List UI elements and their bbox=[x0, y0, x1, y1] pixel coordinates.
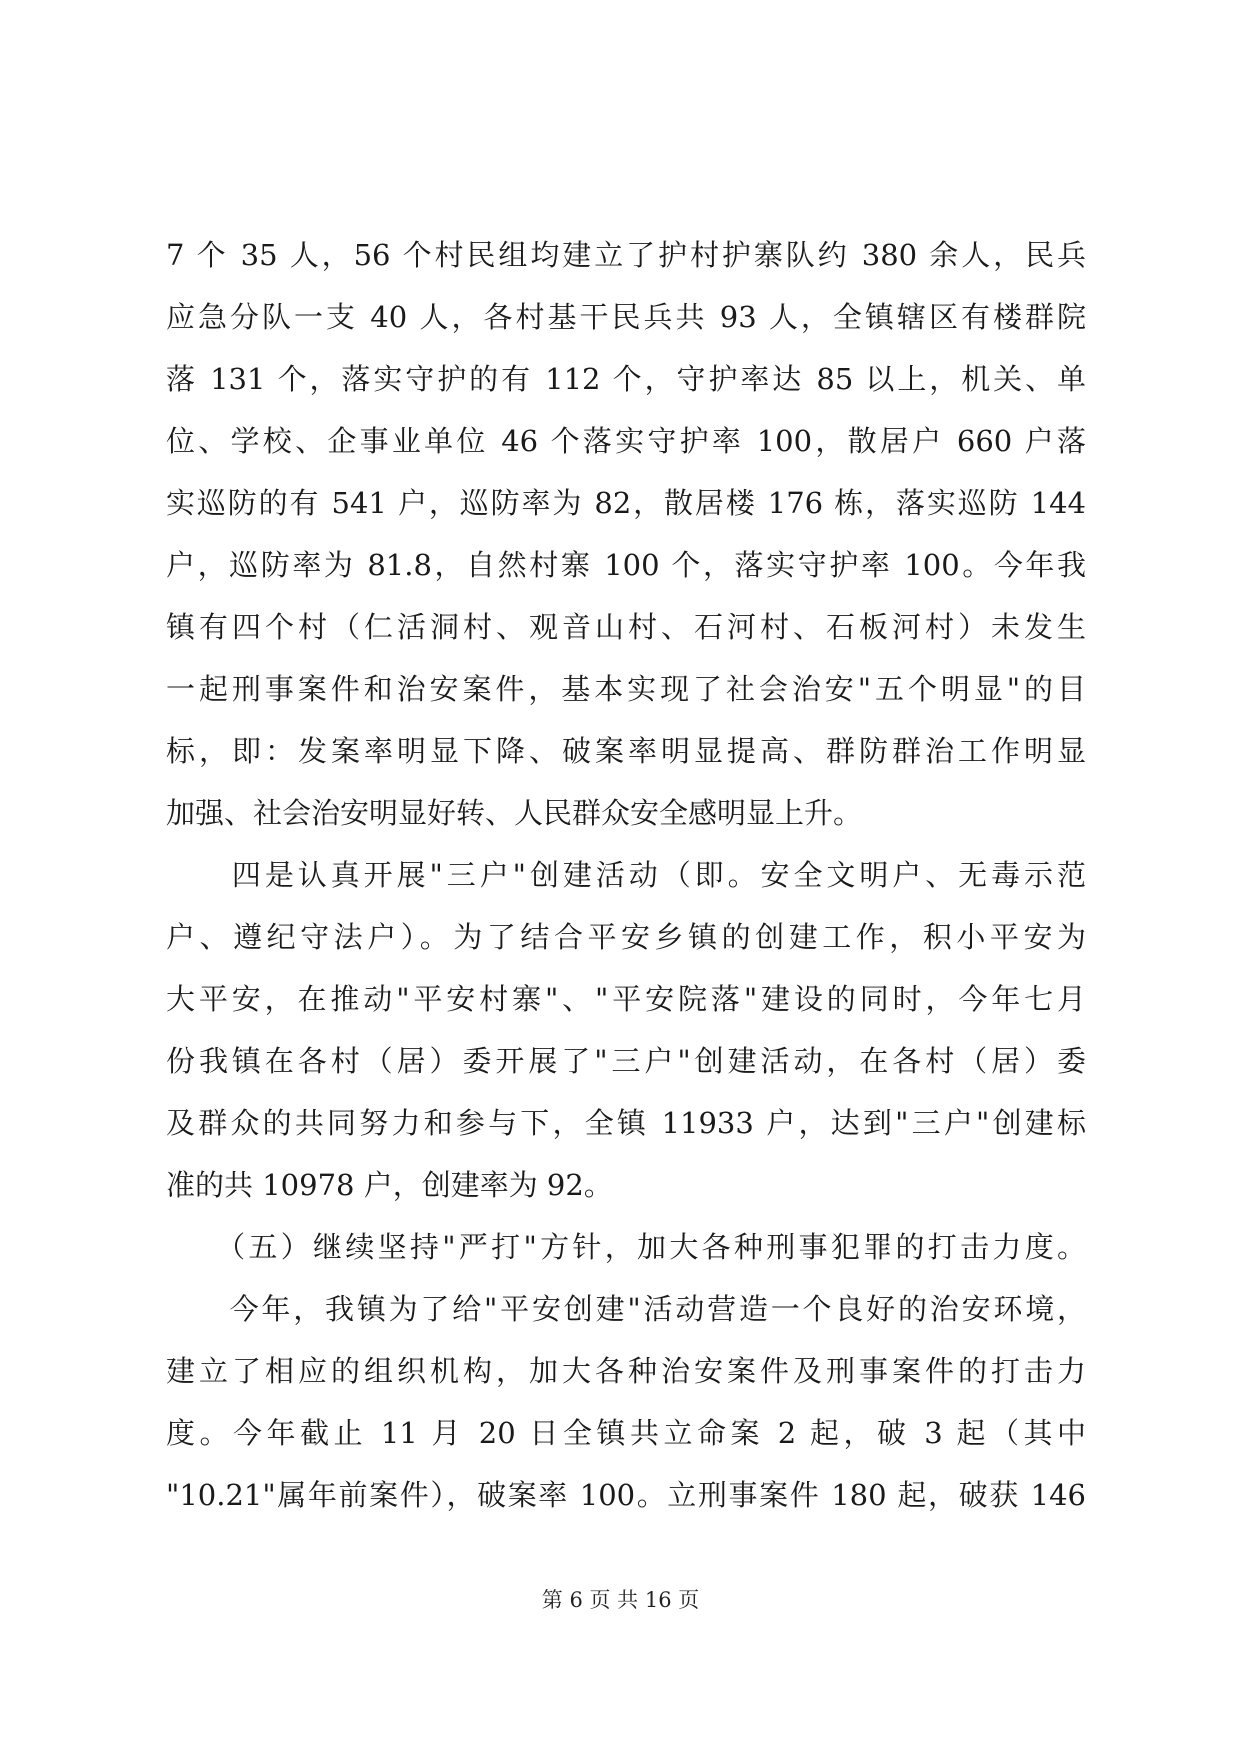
text-line: 一起刑事案件和治安案件，基本实现了社会治安"五个明显"的目 bbox=[166, 672, 1086, 706]
text-line: 实巡防的有 541 户，巡防率为 82，散居楼 176 栋，落实巡防 144 bbox=[166, 486, 1086, 520]
text-line: 标，即：发案率明显下降、破案率明显提高、群防群治工作明显 bbox=[166, 734, 1086, 768]
page-number-footer: 第 6 页 共 16 页 bbox=[541, 1588, 700, 1612]
text-line: 今年，我镇为了给"平安创建"活动营造一个良好的治安环境， bbox=[166, 1292, 1086, 1326]
text-line: 准的共 10978 户，创建率为 92。 bbox=[166, 1168, 613, 1202]
text-line: 镇有四个村（仁活洞村、观音山村、石河村、石板河村）未发生 bbox=[166, 610, 1086, 644]
text-line: 7 个 35 人，56 个村民组均建立了护村护寨队约 380 余人，民兵 bbox=[166, 238, 1086, 272]
document-body bbox=[166, 224, 1086, 1526]
text-line: 大平安，在推动"平安村寨"、"平安院落"建设的同时，今年七月 bbox=[166, 982, 1086, 1016]
text-line: 建立了相应的组织机构，加大各种治安案件及刑事案件的打击力 bbox=[166, 1354, 1086, 1388]
text-line: 份我镇在各村（居）委开展了"三户"创建活动，在各村（居）委 bbox=[166, 1044, 1086, 1078]
text-line: 度。今年截止 11 月 20 日全镇共立命案 2 起，破 3 起（其中 bbox=[166, 1416, 1086, 1450]
text-line: 加强、社会治安明显好转、人民群众安全感明显上升。 bbox=[166, 796, 863, 830]
text-line: 应急分队一支 40 人，各村基干民兵共 93 人，全镇辖区有楼群院 bbox=[166, 300, 1086, 334]
text-line: 及群众的共同努力和参与下，全镇 11933 户，达到"三户"创建标 bbox=[166, 1106, 1086, 1140]
text-line: 四是认真开展"三户"创建活动（即。安全文明户、无毒示范 bbox=[166, 858, 1086, 892]
text-line: 落 131 个，落实守护的有 112 个，守护率达 85 以上，机关、单 bbox=[166, 362, 1086, 396]
text-line: 位、学校、企事业单位 46 个落实守护率 100，散居户 660 户落 bbox=[166, 424, 1086, 458]
text-line: "10.21"属年前案件），破案率 100。立刑事案件 180 起，破获 146 bbox=[166, 1478, 1086, 1512]
section-heading: （五）继续坚持"严打"方针，加大各种刑事犯罪的打击力度。 bbox=[166, 1230, 1086, 1264]
text-line: 户，巡防率为 81.8，自然村寨 100 个，落实守护率 100。今年我 bbox=[166, 548, 1086, 582]
text-line: 户、遵纪守法户）。为了结合平安乡镇的创建工作，积小平安为 bbox=[166, 920, 1086, 954]
